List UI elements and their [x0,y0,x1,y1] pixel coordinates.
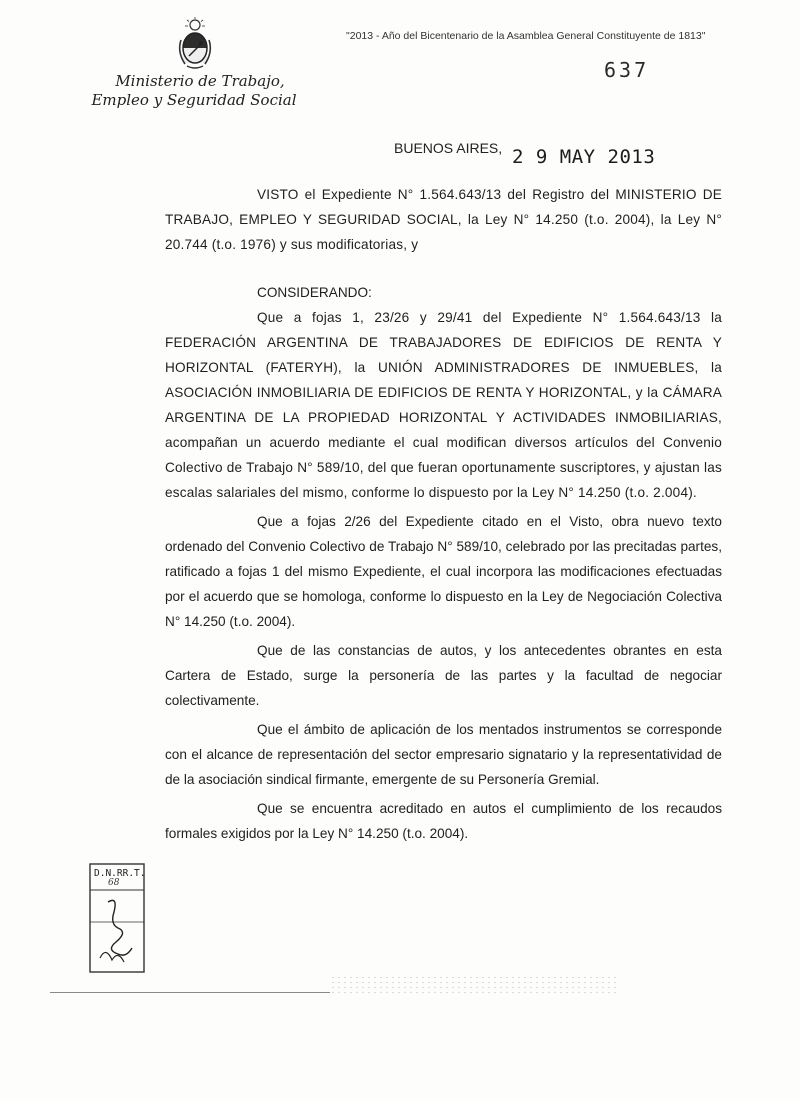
dateline-date: 2 9 MAY 2013 [512,146,656,168]
considerando-paragraph-4: Que el ámbito de aplicación de los mentados instrumentos se corresponde con el alcance de representación del sector empresario signatario y la representatividad de de la asociación sindical firmante, emergente de su Personería Gremial. [165,722,722,787]
resolution-number: 637 [604,58,650,82]
document-body [165,182,722,846]
considerando-paragraph-3: Que de las constancias de autos, y los antecedentes obrantes en esta Cartera de Estado, surge la personería de las partes y la facultad de negociar colectivamente. [165,643,722,708]
footer-divider [50,992,330,993]
ministry-line-2: Empleo y Seguridad Social [91,91,297,109]
dateline-place: BUENOS AIRES, [394,140,503,156]
ministry-name [90,72,310,110]
considerando-paragraph-5: Que se encuentra acreditado en autos el cumplimiento de los recaudos formales exigidos por la Ley N° 14.250 (t.o. 2004). [165,801,722,841]
considerando-paragraph-1: Que a fojas 1, 23/26 y 29/41 del Expediente N° 1.564.643/13 la FEDERACIÓN ARGENTINA DE TRABAJADORES DE EDIFICIOS DE RENTA Y HORIZONTAL (FATERYH), la UNIÓN ADMINISTRADORES DE INMUEBLES, la ASOCIACIÓN INMOBILIARIA DE EDIFICIOS DE RENTA Y HORIZONTAL, y la CÁMARA ARGENTINA DE LA PROPIEDAD HORIZONTAL Y ACTIVIDADES INMOBILIARIAS, acompañan un acuerdo mediante el cual modifican diversos artículos del Convenio Colectivo de Trabajo N° 589/10, del que fueran oportunamente suscriptores, y ajustan las escalas salariales del mismo, conforme lo dispuesto por la Ley N° 14.250 (t.o. 2.004). [165,310,722,500]
initials-stamp [88,862,146,974]
scan-noise [330,975,620,995]
stamp-number: 68 [108,878,120,888]
stamp-label: D.N.RR.T. [94,868,146,879]
national-coat-of-arms-icon [175,16,215,72]
considerando-heading: CONSIDERANDO: [257,285,372,300]
considerando-paragraph-2: Que a fojas 2/26 del Expediente citado en el Visto, obra nuevo texto ordenado del Convenio Colectivo de Trabajo N° 589/10, celebrado por las precitadas partes, ratificado a fojas 1 del mismo Expediente, el cual incorpora las modificaciones efectuadas por el acuerdo que se homologa, conforme lo dispuesto en la Ley de Negociación Colectiva N° 14.250 (t.o. 2004). [165,514,722,629]
year-motto: "2013 - Año del Bicentenario de la Asamblea General Constituyente de 1813" [346,30,706,42]
ministry-line-1: Ministerio de Trabajo, [115,72,285,90]
visto-paragraph: VISTO el Expediente N° 1.564.643/13 del Registro del MINISTERIO DE TRABAJO, EMPLEO Y SEGURIDAD SOCIAL, la Ley N° 14.250 (t.o. 2004), la Ley N° 20.744 (t.o. 1976) y sus modificatorias, y [165,187,722,252]
